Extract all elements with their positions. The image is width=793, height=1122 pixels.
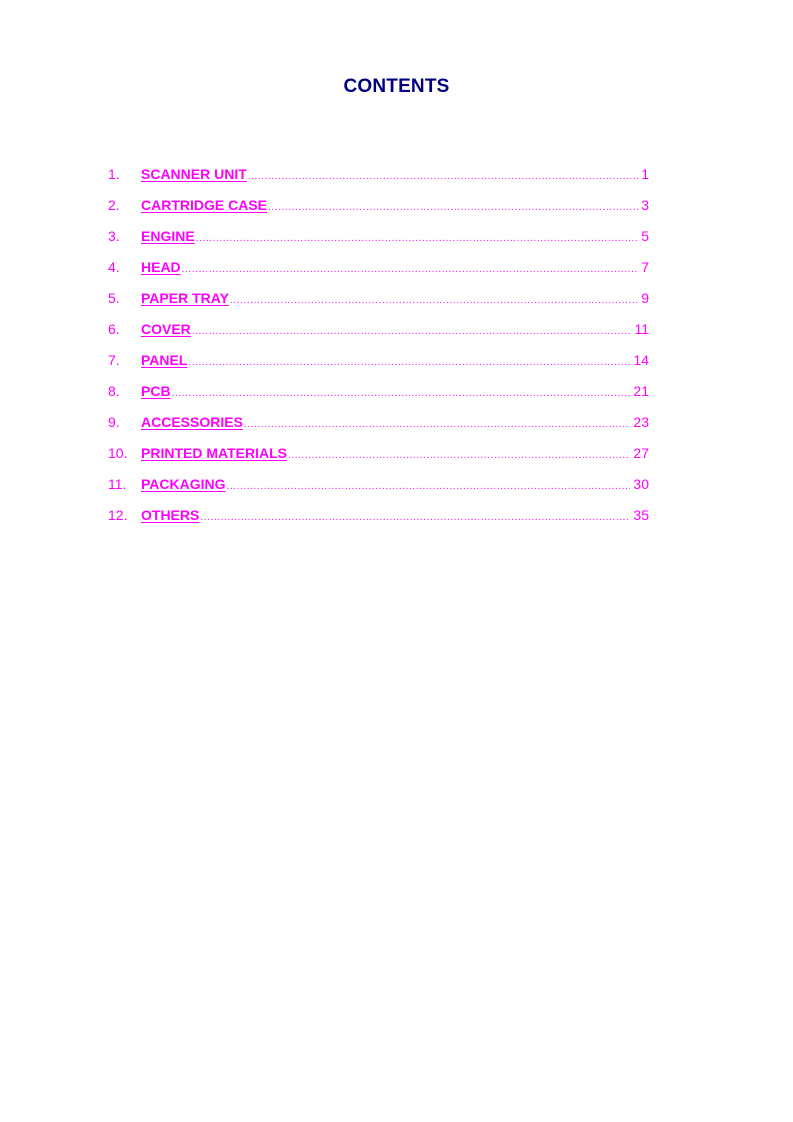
toc-entry-pcb[interactable] [108,381,649,412]
toc-entry-link[interactable]: PCB [141,383,171,399]
toc-entry-number: 1. [108,166,120,182]
toc-dot-leader [248,167,638,187]
toc-entry-number: 9. [108,414,120,430]
toc-entry-link[interactable]: OTHERS [141,507,200,523]
toc-entry-panel[interactable] [108,350,649,381]
toc-entry-number: 7. [108,352,120,368]
toc-entry-page-number[interactable]: 23 [633,414,649,430]
toc-entry-link[interactable]: PAPER TRAY [141,290,229,306]
toc-entry-link[interactable]: HEAD [141,259,181,275]
toc-entry-page-number[interactable]: 35 [633,507,649,523]
toc-entry-printed-materials[interactable] [108,443,649,474]
toc-dot-leader [244,415,631,435]
toc-entry-accessories[interactable] [108,412,649,443]
toc-entry-scanner-unit[interactable] [108,164,649,195]
toc-entry-number: 5. [108,290,120,306]
toc-entry-engine[interactable] [108,226,649,257]
toc-entry-number: 3. [108,228,120,244]
toc-dot-leader [182,260,639,280]
toc-dot-leader [227,477,631,497]
toc-entry-page-number[interactable]: 7 [641,259,649,275]
toc-dot-leader [268,198,638,218]
toc-entry-link[interactable]: CARTRIDGE CASE [141,197,268,213]
toc-entry-number: 2. [108,197,120,213]
table-of-contents [108,164,649,536]
toc-entry-page-number[interactable]: 3 [641,197,649,213]
toc-entry-cartridge-case[interactable] [108,195,649,226]
toc-entry-page-number[interactable]: 21 [633,383,649,399]
toc-entry-number: 11. [108,476,127,492]
toc-dot-leader [200,508,630,528]
page-title: CONTENTS [343,76,450,97]
toc-entry-page-number[interactable]: 14 [633,352,649,368]
toc-dot-leader [230,291,638,311]
toc-entry-page-number[interactable]: 11 [634,321,649,337]
toc-entry-head[interactable] [108,257,649,288]
toc-entry-page-number[interactable]: 9 [641,290,649,306]
toc-entry-number: 12. [108,507,128,523]
toc-entry-paper-tray[interactable] [108,288,649,319]
toc-entry-cover[interactable] [108,319,649,350]
toc-entry-page-number[interactable]: 27 [633,445,649,461]
toc-entry-number: 4. [108,259,120,275]
toc-entry-number: 8. [108,383,120,399]
toc-entry-link[interactable]: ACCESSORIES [141,414,243,430]
toc-dot-leader [192,322,632,342]
toc-entry-page-number[interactable]: 30 [633,476,649,492]
toc-entry-packaging[interactable] [108,474,649,505]
toc-entry-link[interactable]: PACKAGING [141,476,226,492]
toc-dot-leader [288,446,630,466]
toc-dot-leader [188,353,630,373]
toc-entry-number: 10. [108,445,128,461]
toc-entry-others[interactable] [108,505,649,536]
toc-entry-link[interactable]: SCANNER UNIT [141,166,247,182]
toc-entry-page-number[interactable]: 5 [641,228,649,244]
toc-dot-leader [196,229,639,249]
toc-dot-leader [172,384,631,404]
toc-entry-link[interactable]: PRINTED MATERIALS [141,445,287,461]
toc-entry-link[interactable]: PANEL [141,352,188,368]
toc-entry-link[interactable]: COVER [141,321,191,337]
toc-entry-page-number[interactable]: 1 [641,166,649,182]
toc-entry-number: 6. [108,321,120,337]
toc-entry-link[interactable]: ENGINE [141,228,195,244]
